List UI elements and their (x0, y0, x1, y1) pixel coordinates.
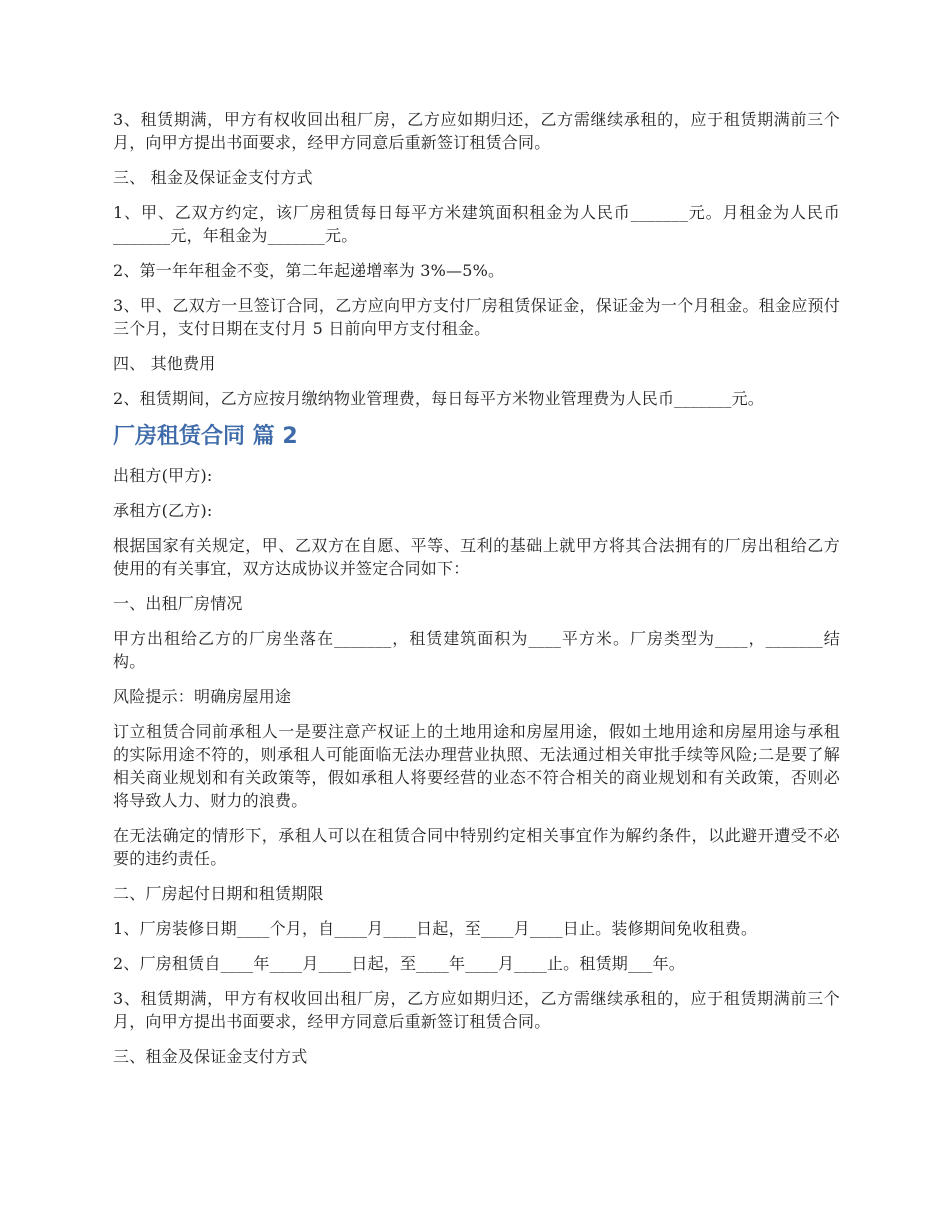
paragraph: 3、租赁期满，甲方有权收回出租厂房，乙方应如期归还，乙方需继续承租的，应于租赁期满前三个月，向甲方提出书面要求，经甲方同意后重新签订租赁合同。 (113, 989, 840, 1031)
section-title: 四、 其他费用 (113, 354, 216, 373)
paragraph: 1、甲、乙双方约定，该厂房租赁每日每平方米建筑面积租金为人民币_______元。月租金为人民币_______元，年租金为_______元。 (113, 203, 840, 245)
document-heading: 厂房租赁合同 篇 2 (113, 424, 298, 449)
paragraph: 3、甲、乙双方一旦签订合同，乙方应向甲方支付厂房租赁保证金，保证金为一个月租金。租金应预付三个月，支付日期在支付月 5 日前向甲方支付租金。 (113, 296, 840, 338)
party-lessee: 承租方(乙方): (113, 501, 213, 520)
risk-tip-title: 风险提示：明确房屋用途 (113, 687, 292, 706)
paragraph: 根据国家有关规定，甲、乙双方在自愿、平等、互利的基础上就甲方将其合法拥有的厂房出租给乙方使用的有关事宜，双方达成协议并签定合同如下： (113, 536, 840, 578)
paragraph: 在无法确定的情形下，承租人可以在租赁合同中特别约定相关事宜作为解约条件，以此避开遭受不必要的违约责任。 (113, 826, 840, 868)
paragraph: 3、租赁期满，甲方有权收回出租厂房，乙方应如期归还，乙方需继续承租的，应于租赁期满前三个月，向甲方提出书面要求，经甲方同意后重新签订租赁合同。 (113, 110, 840, 152)
paragraph: 2、厂房租赁自____年____月____日起，至____年____月____止。租赁期___年。 (113, 954, 685, 973)
party-lessor: 出租方(甲方): (113, 466, 213, 485)
section-title: 二、厂房起付日期和租赁期限 (113, 884, 324, 903)
paragraph: 1、厂房装修日期____个月，自____月____日起，至____月____日止。装修期间免收租费。 (113, 919, 758, 938)
section-title: 三、 租金及保证金支付方式 (113, 168, 313, 187)
paragraph: 2、租赁期间，乙方应按月缴纳物业管理费，每日每平方米物业管理费为人民币_______元。 (113, 389, 764, 408)
section-title: 一、出租厂房情况 (113, 594, 243, 613)
paragraph: 2、第一年年租金不变，第二年起递增率为 3%—5%。 (113, 261, 505, 280)
paragraph: 订立租赁合同前承租人一是要注意产权证上的土地用途和房屋用途，假如土地用途和房屋用途与承租的实际用途不符的，则承租人可能面临无法办理营业执照、无法通过相关审批手续等风险;二是要了解相关商业规划和有关政策等，假如承租人将要经营的业态不符合相关的商业规划和有关政策，否则必将导致人力、财力的浪费。 (113, 722, 840, 810)
document-page (113, 108, 840, 1080)
section-title: 三、租金及保证金支付方式 (113, 1047, 308, 1066)
paragraph: 甲方出租给乙方的厂房坐落在_______，租赁建筑面积为____平方米。厂房类型为____，_______结构。 (113, 629, 840, 671)
